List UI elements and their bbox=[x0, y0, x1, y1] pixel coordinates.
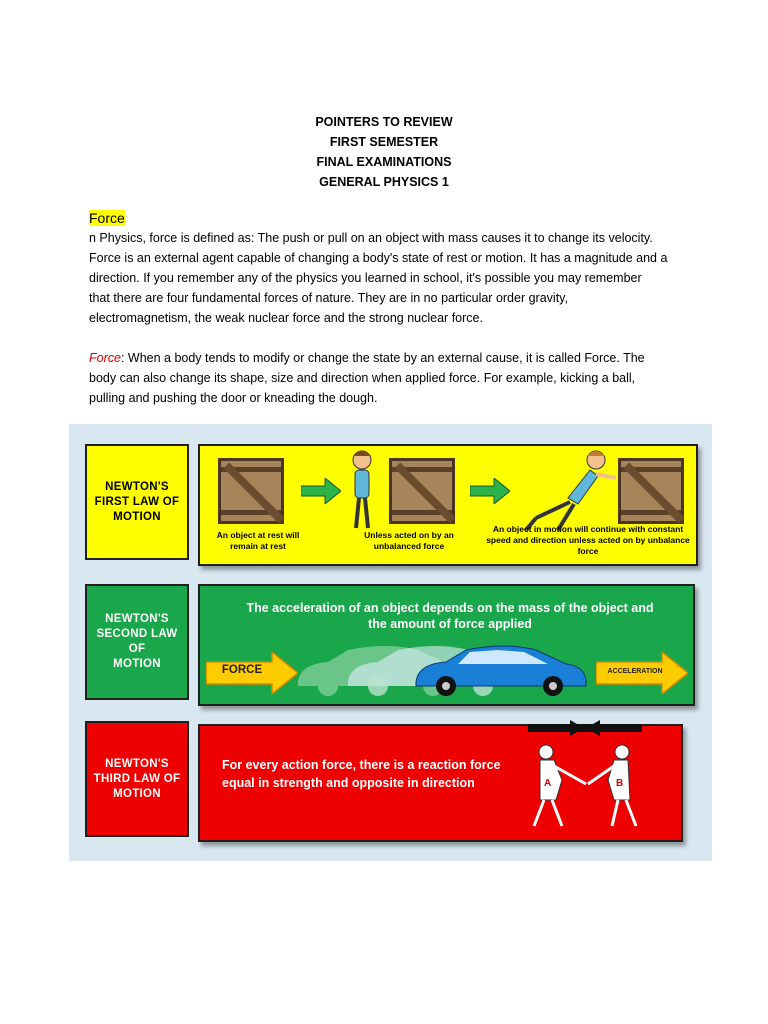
first-law-caption-3: An object in motion will continue with constant speed and direction unless acted on by unbalance force bbox=[486, 524, 690, 556]
force-section bbox=[89, 208, 689, 328]
second-law-text: The acceleration of an object depends on the mass of the object and the amount of force applied bbox=[246, 601, 654, 631]
first-law-label bbox=[85, 444, 189, 560]
force-definition-line: body can also change its shape, size and direction when applied force. For example, kicking a ball, bbox=[89, 371, 636, 385]
crate-image bbox=[218, 458, 284, 524]
first-law-panel bbox=[198, 444, 698, 566]
force-arrow-label: FORCE bbox=[221, 664, 263, 676]
force-definition-line: : When a body tends to modify or change the state by an external cause, it is called Force. The bbox=[120, 351, 645, 365]
crate-image bbox=[389, 458, 455, 524]
crate-image bbox=[618, 458, 684, 524]
acceleration-arrow-label: ACCELERATION bbox=[607, 668, 663, 675]
newtons-laws-infographic bbox=[69, 424, 712, 861]
force-definition bbox=[89, 348, 689, 408]
second-law-label-line: SECOND LAW bbox=[96, 628, 178, 640]
force-heading: Force bbox=[89, 210, 125, 226]
second-law-label-line: NEWTON'S bbox=[105, 613, 169, 625]
force-paragraph-line: Force is an external agent capable of changing a body's state of rest or motion. It has a magnitude and a bbox=[89, 251, 668, 265]
skaters-pushing-icon bbox=[516, 718, 656, 836]
force-term: Force bbox=[89, 351, 121, 365]
header-line-4: GENERAL PHYSICS 1 bbox=[319, 175, 449, 189]
header-line-1: POINTERS TO REVIEW bbox=[315, 115, 453, 129]
green-arrow-icon bbox=[470, 478, 510, 504]
document-header bbox=[0, 112, 768, 192]
first-law-caption-2: Unless acted on by an unbalanced force bbox=[364, 530, 454, 551]
svg-text:A: A bbox=[544, 778, 552, 789]
svg-text:B: B bbox=[616, 778, 624, 789]
moving-car-icon bbox=[298, 642, 588, 698]
force-paragraph-line: that there are four fundamental forces of nature. They are in no particular order gravity, bbox=[89, 291, 568, 305]
third-law-panel bbox=[198, 724, 683, 842]
standing-person-icon bbox=[342, 448, 382, 534]
second-law-label bbox=[85, 584, 189, 700]
second-law-label-line: MOTION bbox=[113, 658, 161, 670]
third-law-label bbox=[85, 721, 189, 837]
third-law-label-line: NEWTON'S bbox=[105, 757, 169, 770]
first-law-label-line: MOTION bbox=[113, 510, 161, 523]
second-law-panel bbox=[198, 584, 695, 706]
first-law-label-line: NEWTON'S bbox=[105, 480, 169, 493]
third-law-label-line: MOTION bbox=[113, 787, 161, 800]
header-line-2: FIRST SEMESTER bbox=[329, 135, 439, 149]
force-definition-line: pulling and pushing the door or kneading the dough. bbox=[89, 391, 378, 405]
force-paragraph-line: n Physics, force is defined as: The push or pull on an object with mass causes it to change its velocity. bbox=[89, 231, 653, 245]
first-law-caption-1: An object at rest will remain at rest bbox=[216, 530, 300, 551]
force-paragraph-line: direction. If you remember any of the physics you learned in school, it's possible you may remember bbox=[89, 271, 642, 285]
force-paragraph-line: electromagnetism, the weak nuclear force and the strong nuclear force. bbox=[89, 311, 483, 325]
green-arrow-icon bbox=[301, 478, 341, 504]
second-law-label-line: OF bbox=[128, 643, 146, 655]
first-law-label-line: FIRST LAW OF bbox=[94, 495, 180, 508]
header-line-3: FINAL EXAMINATIONS bbox=[316, 155, 452, 169]
third-law-text: For every action force, there is a reaction force equal in strength and opposite in direction bbox=[222, 758, 501, 790]
third-law-label-line: THIRD LAW OF bbox=[93, 772, 181, 785]
